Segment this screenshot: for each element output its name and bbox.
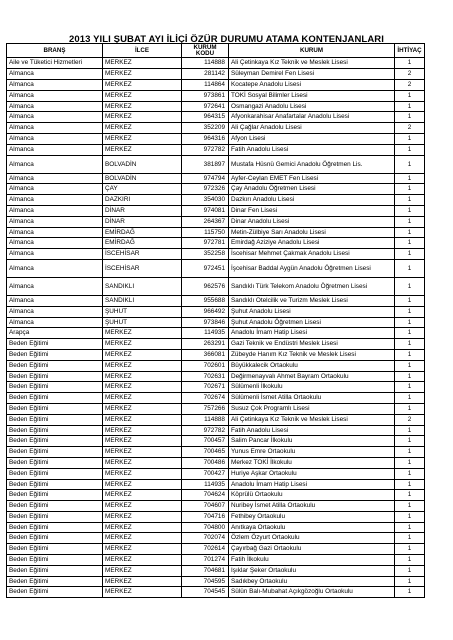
cell-kurum-kodu: 964315 xyxy=(182,112,229,123)
table-row xyxy=(7,277,425,295)
cell-kurum-kodu: 354030 xyxy=(182,195,229,206)
table-row xyxy=(7,328,425,339)
cell-kurum: Anıtkaya Ortaokulu xyxy=(229,522,395,533)
cell-brans: Beden Eğitimi xyxy=(7,576,103,587)
cell-ilce: ŞUHUT xyxy=(103,317,182,328)
cell-ihtiyac: 1 xyxy=(395,101,425,112)
table-row xyxy=(7,457,425,468)
table-row xyxy=(7,393,425,404)
cell-brans: Beden Eğitimi xyxy=(7,468,103,479)
cell-kurum: Mustafa Hüsnü Gemici Anadolu Öğretmen Lis. xyxy=(229,155,395,173)
cell-ilce: MERKEZ xyxy=(103,58,182,69)
table-row xyxy=(7,576,425,587)
table-row xyxy=(7,371,425,382)
table-row xyxy=(7,133,425,144)
cell-brans: Almanca xyxy=(7,144,103,155)
cell-brans: Almanca xyxy=(7,133,103,144)
cell-ihtiyac: 1 xyxy=(395,393,425,404)
cell-kurum: Şuhut Anadolu Öğretmen Lisesi xyxy=(229,317,395,328)
cell-kurum-kodu: 702671 xyxy=(182,382,229,393)
cell-ihtiyac: 1 xyxy=(395,259,425,277)
cell-kurum: Özlem Özyurt Ortaokulu xyxy=(229,533,395,544)
cell-kurum-kodu: 972326 xyxy=(182,184,229,195)
cell-ilce: MERKEZ xyxy=(103,414,182,425)
cell-brans: Almanca xyxy=(7,80,103,91)
table-row xyxy=(7,533,425,544)
cell-ilce: MERKEZ xyxy=(103,339,182,350)
header-ihtiyac: İHTİYAÇ xyxy=(395,44,425,58)
cell-ilce: BOLVADİN xyxy=(103,155,182,173)
cell-kurum: Huriye Aşkar Ortaokulu xyxy=(229,468,395,479)
cell-ihtiyac: 2 xyxy=(395,69,425,80)
table-row xyxy=(7,468,425,479)
cell-brans: Beden Eğitimi xyxy=(7,533,103,544)
cell-brans: Almanca xyxy=(7,155,103,173)
cell-kurum: Salim Pancar İlkokulu xyxy=(229,436,395,447)
table-row xyxy=(7,295,425,306)
cell-kurum: Anadolu İmam Hatip Lisesi xyxy=(229,328,395,339)
cell-kurum-kodu: 704545 xyxy=(182,587,229,598)
cell-brans: Beden Eğitimi xyxy=(7,479,103,490)
cell-ihtiyac: 1 xyxy=(395,360,425,371)
cell-brans: Beden Eğitimi xyxy=(7,339,103,350)
cell-ihtiyac: 1 xyxy=(395,317,425,328)
cell-brans: Almanca xyxy=(7,227,103,238)
cell-kurum: Sülün Balı-Mubahat Açıkgözoğlu Ortaokulu xyxy=(229,587,395,598)
cell-kurum: Çayırbağ Gazi Ortaokulu xyxy=(229,544,395,555)
cell-ihtiyac: 1 xyxy=(395,349,425,360)
cell-ihtiyac: 1 xyxy=(395,90,425,101)
cell-kurum: Yunus Emre Ortaokulu xyxy=(229,447,395,458)
quota-table xyxy=(6,43,425,598)
cell-kurum-kodu: 704624 xyxy=(182,490,229,501)
cell-kurum: Sandıklı Türk Telekom Anadolu Öğretmen Lisesi xyxy=(229,277,395,295)
cell-brans: Beden Eğitimi xyxy=(7,425,103,436)
cell-kurum: Sandıklı Otelcilik ve Turizm Meslek Lisesi xyxy=(229,295,395,306)
table-row xyxy=(7,403,425,414)
cell-ihtiyac: 1 xyxy=(395,544,425,555)
cell-kurum: Merkez TOKİ İlkokulu xyxy=(229,457,395,468)
cell-brans: Almanca xyxy=(7,69,103,80)
cell-ihtiyac: 1 xyxy=(395,555,425,566)
cell-ihtiyac: 1 xyxy=(395,447,425,458)
header-kurum-kodu-line1: KURUM xyxy=(193,44,217,51)
table-row xyxy=(7,339,425,350)
cell-ihtiyac: 1 xyxy=(395,155,425,173)
cell-ihtiyac: 1 xyxy=(395,468,425,479)
cell-kurum-kodu: 972782 xyxy=(182,144,229,155)
cell-brans: Almanca xyxy=(7,259,103,277)
cell-kurum-kodu: 366081 xyxy=(182,349,229,360)
cell-kurum: Nuribey İsmet Atilla Ortaokulu xyxy=(229,501,395,512)
cell-kurum-kodu: 704595 xyxy=(182,576,229,587)
cell-ihtiyac: 1 xyxy=(395,133,425,144)
cell-kurum: Sülümenli İsmet Atilla Ortaokulu xyxy=(229,393,395,404)
cell-kurum: Metin-Zülbiye Sarı Anadolu Lisesi xyxy=(229,227,395,238)
cell-brans: Almanca xyxy=(7,123,103,134)
table-row xyxy=(7,360,425,371)
cell-kurum: Çay Anadolu Öğretmen Lisesi xyxy=(229,184,395,195)
cell-brans: Beden Eğitimi xyxy=(7,522,103,533)
cell-kurum-kodu: 973861 xyxy=(182,90,229,101)
cell-ilce: MERKEZ xyxy=(103,576,182,587)
table-row xyxy=(7,349,425,360)
table-row xyxy=(7,184,425,195)
cell-kurum: Büyükkalecik Ortaokulu xyxy=(229,360,395,371)
cell-kurum-kodu: 114935 xyxy=(182,328,229,339)
cell-kurum: Sadıkbey Ortaokulu xyxy=(229,576,395,587)
table-row xyxy=(7,382,425,393)
table-row xyxy=(7,522,425,533)
cell-kurum-kodu: 704607 xyxy=(182,501,229,512)
cell-ilce: MERKEZ xyxy=(103,555,182,566)
cell-kurum: Ali Çağlar Anadolu Lisesi xyxy=(229,123,395,134)
cell-ihtiyac: 1 xyxy=(395,173,425,184)
cell-ilce: SANDIKLI xyxy=(103,295,182,306)
cell-kurum: Gazi Teknik ve Endüstri Meslek Lisesi xyxy=(229,339,395,350)
table-row xyxy=(7,80,425,91)
cell-ilce: DİNAR xyxy=(103,216,182,227)
table-row xyxy=(7,555,425,566)
cell-kurum: Ali Çetinkaya Kız Teknik ve Meslek Lisesi xyxy=(229,414,395,425)
cell-kurum-kodu: 700465 xyxy=(182,447,229,458)
cell-brans: Beden Eğitimi xyxy=(7,544,103,555)
cell-brans: Beden Eğitimi xyxy=(7,382,103,393)
cell-ihtiyac: 2 xyxy=(395,414,425,425)
table-row xyxy=(7,501,425,512)
cell-brans: Almanca xyxy=(7,112,103,123)
cell-kurum-kodu: 352258 xyxy=(182,249,229,260)
header-kurum-kodu-line2: KODU xyxy=(195,50,215,58)
cell-ihtiyac: 1 xyxy=(395,227,425,238)
cell-ihtiyac: 1 xyxy=(395,216,425,227)
cell-ilce: MERKEZ xyxy=(103,490,182,501)
cell-kurum-kodu: 974794 xyxy=(182,173,229,184)
cell-ilce: DİNAR xyxy=(103,205,182,216)
table-row xyxy=(7,216,425,227)
cell-ihtiyac: 1 xyxy=(395,277,425,295)
cell-ihtiyac: 2 xyxy=(395,123,425,134)
cell-ihtiyac: 1 xyxy=(395,522,425,533)
cell-brans: Beden Eğitimi xyxy=(7,393,103,404)
cell-kurum: Ali Çetinkaya Kız Teknik ve Meslek Lisesi xyxy=(229,58,395,69)
cell-kurum-kodu: 700427 xyxy=(182,468,229,479)
cell-ihtiyac: 1 xyxy=(395,382,425,393)
cell-kurum: Emirdağ Aziziye Anadolu Lisesi xyxy=(229,238,395,249)
cell-kurum: Fatih İlkokulu xyxy=(229,555,395,566)
table-row xyxy=(7,173,425,184)
cell-kurum-kodu: 702601 xyxy=(182,360,229,371)
cell-ilce: MERKEZ xyxy=(103,101,182,112)
cell-kurum-kodu: 972451 xyxy=(182,259,229,277)
header-kurum-kodu xyxy=(182,44,229,58)
cell-brans: Beden Eğitimi xyxy=(7,587,103,598)
cell-ilce: MERKEZ xyxy=(103,501,182,512)
page-title: 2013 YILI ŞUBAT AYI İLİÇİ ÖZÜR DURUMU ATAMA KONTENJANLARI xyxy=(69,34,384,45)
cell-ilce: ŞUHUT xyxy=(103,306,182,317)
table-row xyxy=(7,565,425,576)
cell-kurum: Afyon Lisesi xyxy=(229,133,395,144)
cell-brans: Beden Eğitimi xyxy=(7,447,103,458)
cell-brans: Arapça xyxy=(7,328,103,339)
cell-ilce: ÇAY xyxy=(103,184,182,195)
cell-kurum: Köprülü Ortaokulu xyxy=(229,490,395,501)
cell-ilce: MERKEZ xyxy=(103,112,182,123)
cell-kurum: Zübeyde Hanım Kız Teknik ve Meslek Lisesi xyxy=(229,349,395,360)
cell-kurum-kodu: 114888 xyxy=(182,414,229,425)
cell-ihtiyac: 1 xyxy=(395,511,425,522)
cell-kurum-kodu: 700457 xyxy=(182,436,229,447)
cell-kurum: Afyonkarahisar Anafartalar Anadolu Lisesi xyxy=(229,112,395,123)
cell-ilce: MERKEZ xyxy=(103,123,182,134)
header-brans: BRANŞ xyxy=(7,44,103,58)
cell-ilce: DAZKIRI xyxy=(103,195,182,206)
cell-ilce: MERKEZ xyxy=(103,587,182,598)
cell-ihtiyac: 1 xyxy=(395,490,425,501)
header-ilce: İLCE xyxy=(103,44,182,58)
table-row xyxy=(7,101,425,112)
cell-kurum-kodu: 701274 xyxy=(182,555,229,566)
cell-ihtiyac: 1 xyxy=(395,479,425,490)
cell-ihtiyac: 1 xyxy=(395,112,425,123)
cell-ilce: MERKEZ xyxy=(103,144,182,155)
cell-kurum-kodu: 702674 xyxy=(182,393,229,404)
table-row xyxy=(7,249,425,260)
cell-ilce: SANDIKLI xyxy=(103,277,182,295)
cell-kurum-kodu: 381897 xyxy=(182,155,229,173)
cell-kurum-kodu: 281142 xyxy=(182,69,229,80)
cell-ilce: MERKEZ xyxy=(103,360,182,371)
cell-ihtiyac: 1 xyxy=(395,328,425,339)
cell-kurum-kodu: 263291 xyxy=(182,339,229,350)
cell-ilce: MERKEZ xyxy=(103,457,182,468)
cell-ihtiyac: 1 xyxy=(395,184,425,195)
cell-brans: Almanca xyxy=(7,317,103,328)
cell-ihtiyac: 1 xyxy=(395,195,425,206)
cell-kurum: TOKİ Sosyal Bilimler Lisesi xyxy=(229,90,395,101)
cell-ihtiyac: 1 xyxy=(395,205,425,216)
header-kurum: KURUM xyxy=(229,44,395,58)
cell-ihtiyac: 1 xyxy=(395,295,425,306)
table-row xyxy=(7,238,425,249)
cell-ilce: MERKEZ xyxy=(103,468,182,479)
cell-ihtiyac: 1 xyxy=(395,306,425,317)
cell-kurum-kodu: 972641 xyxy=(182,101,229,112)
cell-ilce: MERKEZ xyxy=(103,382,182,393)
cell-kurum-kodu: 114888 xyxy=(182,58,229,69)
cell-ihtiyac: 1 xyxy=(395,457,425,468)
cell-kurum: Işıklar Şeker Ortaokulu xyxy=(229,565,395,576)
cell-kurum: Değirmenayvalı Ahmet Bayram Ortaokulu xyxy=(229,371,395,382)
cell-brans: Almanca xyxy=(7,306,103,317)
cell-ilce: MERKEZ xyxy=(103,133,182,144)
cell-ihtiyac: 1 xyxy=(395,371,425,382)
cell-ilce: MERKEZ xyxy=(103,425,182,436)
table-row xyxy=(7,587,425,598)
cell-kurum: Anadolu İmam Hatip Lisesi xyxy=(229,479,395,490)
cell-brans: Almanca xyxy=(7,184,103,195)
cell-brans: Beden Eğitimi xyxy=(7,360,103,371)
table-row xyxy=(7,414,425,425)
cell-ihtiyac: 1 xyxy=(395,425,425,436)
cell-ihtiyac: 1 xyxy=(395,403,425,414)
cell-ilce: EMİRDAĞ xyxy=(103,238,182,249)
table-row xyxy=(7,436,425,447)
cell-brans: Almanca xyxy=(7,277,103,295)
cell-kurum: Dinar Fen Lisesi xyxy=(229,205,395,216)
cell-kurum-kodu: 704716 xyxy=(182,511,229,522)
table-header xyxy=(7,44,425,58)
table-row xyxy=(7,306,425,317)
cell-kurum: Osmangazi Anadolu Lisesi xyxy=(229,101,395,112)
cell-brans: Almanca xyxy=(7,205,103,216)
cell-ilce: MERKEZ xyxy=(103,90,182,101)
cell-kurum-kodu: 704681 xyxy=(182,565,229,576)
cell-ilce: İSCEHİSAR xyxy=(103,259,182,277)
cell-ilce: MERKEZ xyxy=(103,371,182,382)
table-row xyxy=(7,123,425,134)
cell-brans: Almanca xyxy=(7,295,103,306)
cell-brans: Beden Eğitimi xyxy=(7,371,103,382)
cell-kurum-kodu: 702074 xyxy=(182,533,229,544)
cell-kurum-kodu: 757266 xyxy=(182,403,229,414)
cell-ihtiyac: 1 xyxy=(395,587,425,598)
cell-ilce: MERKEZ xyxy=(103,80,182,91)
cell-kurum-kodu: 973846 xyxy=(182,317,229,328)
table-row xyxy=(7,69,425,80)
cell-ihtiyac: 1 xyxy=(395,238,425,249)
cell-ihtiyac: 1 xyxy=(395,339,425,350)
cell-kurum: Kocatepe Anadolu Lisesi xyxy=(229,80,395,91)
cell-kurum: Şuhut Anadolu Lisesi xyxy=(229,306,395,317)
cell-brans: Beden Eğitimi xyxy=(7,490,103,501)
cell-kurum-kodu: 962576 xyxy=(182,277,229,295)
cell-ilce: MERKEZ xyxy=(103,436,182,447)
cell-ihtiyac: 1 xyxy=(395,533,425,544)
cell-kurum: Susuz Çok Programlı Lisesi xyxy=(229,403,395,414)
table-row xyxy=(7,544,425,555)
table-row xyxy=(7,195,425,206)
table-row xyxy=(7,227,425,238)
cell-kurum-kodu: 115750 xyxy=(182,227,229,238)
table-row xyxy=(7,205,425,216)
table-row xyxy=(7,511,425,522)
cell-ihtiyac: 2 xyxy=(395,80,425,91)
cell-brans: Aile ve Tüketici Hizmetleri xyxy=(7,58,103,69)
table-row xyxy=(7,155,425,173)
cell-ilce: MERKEZ xyxy=(103,533,182,544)
cell-kurum-kodu: 972781 xyxy=(182,238,229,249)
cell-kurum-kodu: 702614 xyxy=(182,544,229,555)
cell-kurum-kodu: 955688 xyxy=(182,295,229,306)
cell-ilce: BOLVADİN xyxy=(103,173,182,184)
cell-brans: Beden Eğitimi xyxy=(7,511,103,522)
cell-kurum-kodu: 114935 xyxy=(182,479,229,490)
cell-ihtiyac: 1 xyxy=(395,436,425,447)
cell-ilce: MERKEZ xyxy=(103,447,182,458)
cell-ihtiyac: 1 xyxy=(395,249,425,260)
cell-ilce: MERKEZ xyxy=(103,522,182,533)
cell-brans: Almanca xyxy=(7,173,103,184)
cell-kurum: Süleyman Demirel Fen Lisesi xyxy=(229,69,395,80)
cell-kurum: Fatih Anadolu Lisesi xyxy=(229,425,395,436)
cell-kurum: Fethibey Ortaokulu xyxy=(229,511,395,522)
cell-brans: Beden Eğitimi xyxy=(7,565,103,576)
cell-ilce: MERKEZ xyxy=(103,403,182,414)
cell-ilce: MERKEZ xyxy=(103,328,182,339)
cell-kurum-kodu: 966492 xyxy=(182,306,229,317)
cell-ihtiyac: 1 xyxy=(395,58,425,69)
cell-ilce: MERKEZ xyxy=(103,511,182,522)
cell-ilce: MERKEZ xyxy=(103,349,182,360)
table-row xyxy=(7,479,425,490)
cell-kurum-kodu: 964316 xyxy=(182,133,229,144)
cell-brans: Almanca xyxy=(7,249,103,260)
cell-brans: Almanca xyxy=(7,195,103,206)
table-body xyxy=(7,58,425,598)
table-row xyxy=(7,112,425,123)
cell-brans: Beden Eğitimi xyxy=(7,349,103,360)
table-row xyxy=(7,447,425,458)
cell-ilce: MERKEZ xyxy=(103,544,182,555)
cell-ilce: İSCEHİSAR xyxy=(103,249,182,260)
cell-kurum-kodu: 700486 xyxy=(182,457,229,468)
cell-brans: Almanca xyxy=(7,90,103,101)
cell-kurum: Dinar Anadolu Lisesi xyxy=(229,216,395,227)
table-row xyxy=(7,317,425,328)
table-row xyxy=(7,90,425,101)
cell-kurum-kodu: 114864 xyxy=(182,80,229,91)
cell-ilce: MERKEZ xyxy=(103,479,182,490)
cell-ihtiyac: 1 xyxy=(395,144,425,155)
table-row xyxy=(7,425,425,436)
table-row xyxy=(7,259,425,277)
cell-brans: Beden Eğitimi xyxy=(7,555,103,566)
cell-kurum-kodu: 264367 xyxy=(182,216,229,227)
cell-brans: Beden Eğitimi xyxy=(7,436,103,447)
cell-ilce: MERKEZ xyxy=(103,393,182,404)
cell-brans: Almanca xyxy=(7,101,103,112)
cell-kurum: Sülümenli İlkokulu xyxy=(229,382,395,393)
cell-kurum: İscehisar Mehmet Çakmak Anadolu Lisesi xyxy=(229,249,395,260)
cell-ihtiyac: 1 xyxy=(395,565,425,576)
table-row xyxy=(7,490,425,501)
cell-brans: Beden Eğitimi xyxy=(7,414,103,425)
cell-kurum: İşcehisar Baddal Aygün Anadolu Öğretmen Lisesi xyxy=(229,259,395,277)
cell-brans: Beden Eğitimi xyxy=(7,501,103,512)
cell-kurum-kodu: 704800 xyxy=(182,522,229,533)
cell-ilce: MERKEZ xyxy=(103,565,182,576)
table-row xyxy=(7,58,425,69)
cell-kurum-kodu: 972782 xyxy=(182,425,229,436)
cell-kurum: Dazkırı Anadolu Lisesi xyxy=(229,195,395,206)
cell-kurum-kodu: 352209 xyxy=(182,123,229,134)
cell-ihtiyac: 1 xyxy=(395,501,425,512)
cell-brans: Beden Eğitimi xyxy=(7,457,103,468)
cell-brans: Almanca xyxy=(7,238,103,249)
cell-ilce: MERKEZ xyxy=(103,69,182,80)
cell-brans: Beden Eğitimi xyxy=(7,403,103,414)
cell-kurum: Ayfer-Ceylan EMET Fen Lisesi xyxy=(229,173,395,184)
table-row xyxy=(7,144,425,155)
cell-ilce: EMİRDAĞ xyxy=(103,227,182,238)
cell-ihtiyac: 1 xyxy=(395,576,425,587)
cell-kurum-kodu: 974081 xyxy=(182,205,229,216)
cell-kurum-kodu: 702631 xyxy=(182,371,229,382)
cell-kurum: Fatih Anadolu Lisesi xyxy=(229,144,395,155)
cell-brans: Almanca xyxy=(7,216,103,227)
